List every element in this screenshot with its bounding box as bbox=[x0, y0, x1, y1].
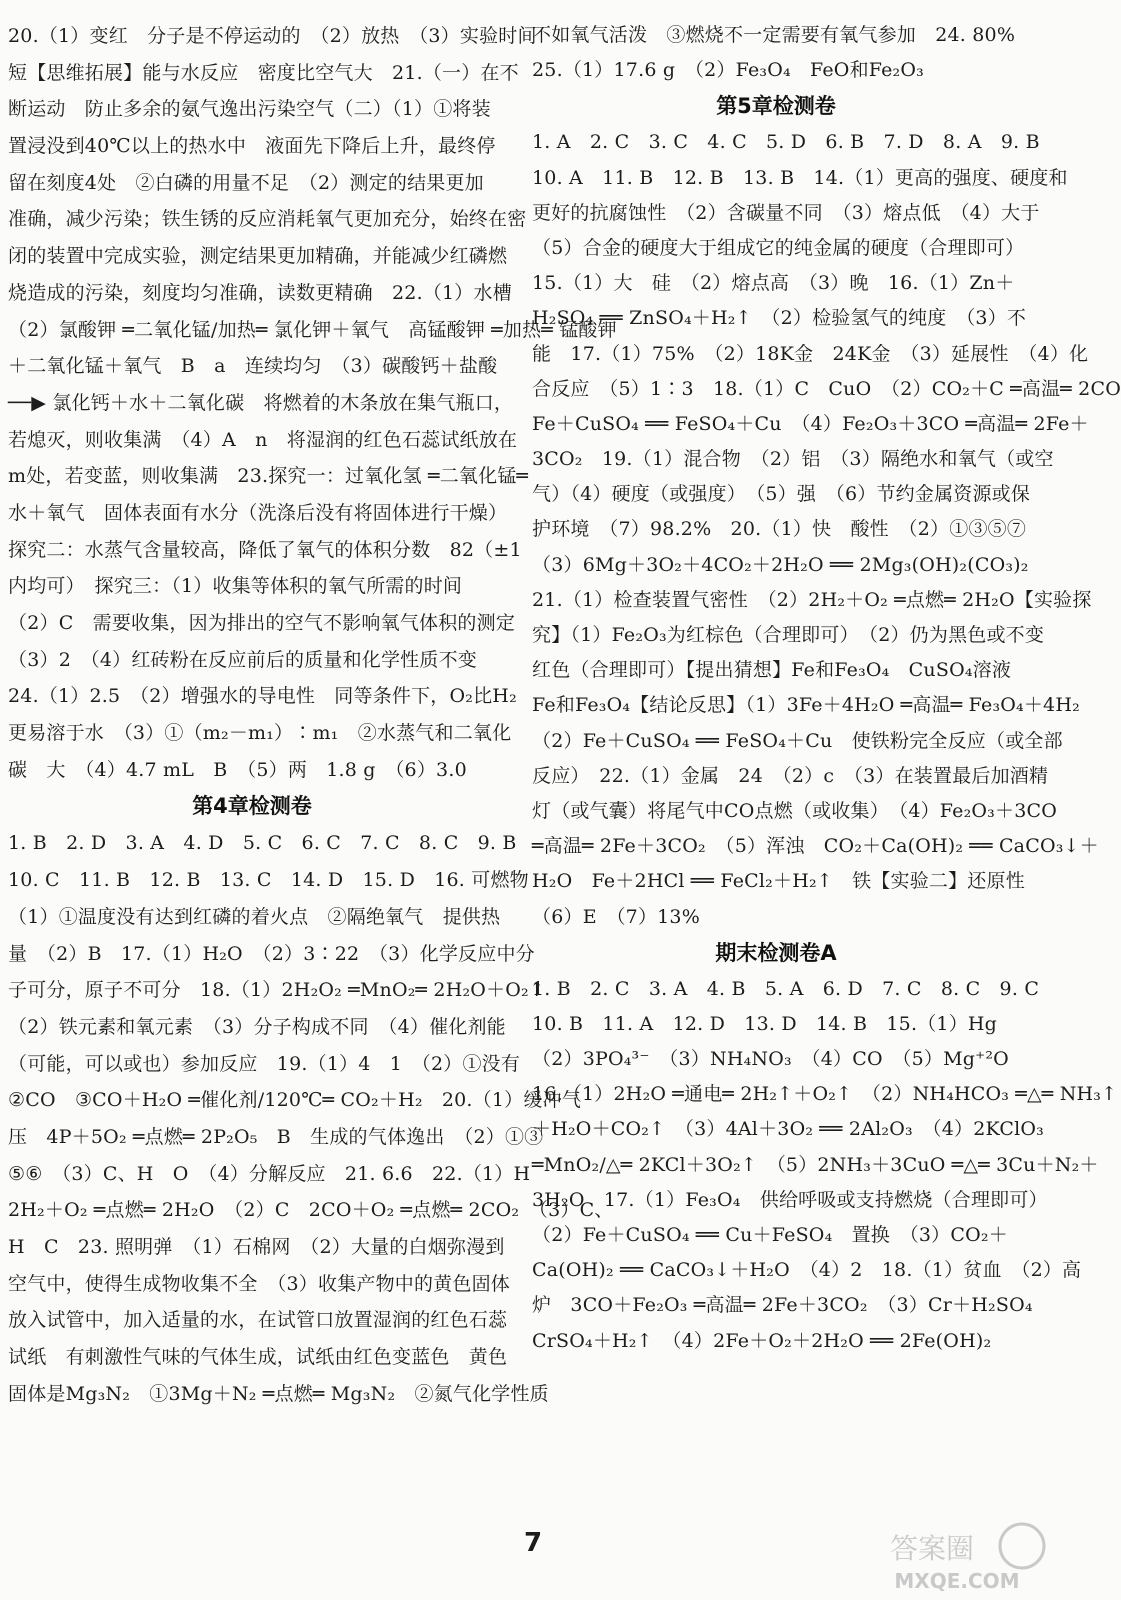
answer-line: Fe＋CuSO₄ ══ FeSO₄＋Cu （4）Fe₂O₃＋3CO ═高温═ 2Fe＋ bbox=[532, 412, 1089, 435]
answer-line: 不如氧气活泼 ③燃烧不一定需要有氧气参加 24. 80% bbox=[532, 24, 1016, 46]
watermark-bottom-text: MXQE.COM bbox=[894, 1569, 1020, 1593]
section-heading-final-exam-a: 期末检测卷A bbox=[715, 940, 837, 965]
answer-line: 灯（或气囊）将尾气中CO点燃（或收集） （4）Fe₂O₃＋3CO bbox=[532, 799, 1058, 822]
answer-line: 红色（合理即可）【提出猜想】Fe和Fe₃O₄ CuSO₄溶液 bbox=[532, 659, 1012, 682]
answer-line: m处，若变蓝，则收集满 23.探究一：过氧化氢 ═二氧化锰═ bbox=[8, 465, 529, 488]
answer-line: 烧造成的污染，刻度均匀准确，读数更精确 22.（1）水槽 bbox=[8, 281, 512, 304]
answer-line: Fe和Fe₃O₄【结论反思】（1）3Fe＋4H₂O ═高温═ Fe₃O₄＋4H₂ bbox=[532, 694, 1080, 717]
answer-line: 10. A 11. B 12. B 13. B 14.（1）更高的强度、硬度和 bbox=[532, 166, 1068, 189]
answer-line: 断运动 防止多余的氨气逸出污染空气（二）（1）①将装 bbox=[8, 98, 491, 121]
answer-line: （3）2 （4）红砖粉在反应前后的质量和化学性质不变 bbox=[8, 648, 477, 671]
answer-line: （2）Fe＋CuSO₄ ══ Cu＋FeSO₄ 置换 （3）CO₂＋ bbox=[532, 1224, 1008, 1246]
page-number: 7 bbox=[523, 1528, 543, 1558]
answer-line: （2）铁元素和氧元素 （3）分子构成不同 （4）催化剂能 bbox=[8, 1015, 506, 1038]
answer-line: 21.（1）检查装置气密性 （2）2H₂＋O₂ ═点燃═ 2H₂O【实验探 bbox=[532, 588, 1092, 611]
answer-line: 闭的装置中完成实验，测定结果更加精确，并能减少红磷燃 bbox=[8, 245, 508, 268]
right-answers-continued bbox=[532, 18, 1020, 88]
answer-line: 固体是Mg₃N₂ ①3Mg＋N₂ ═点燃═ Mg₃N₂ ②氮气化学性质 bbox=[8, 1382, 549, 1405]
answer-line: 1. B 2. C 3. A 4. B 5. A 6. D 7. C 8. C 9. C bbox=[532, 977, 1040, 1000]
answer-line: 2H₂＋O₂ ═点燃═ 2H₂O （2）C 2CO＋O₂ ═点燃═ 2CO₂ （3）C、 bbox=[8, 1199, 614, 1222]
answer-line: 探究二：水蒸气含量较高，降低了氧气的体积分数 82（±1 bbox=[8, 538, 522, 561]
answer-line: ═MnO₂/△═ 2KCl＋3O₂↑ （5）2NH₃＋3CuO ═△═ 3Cu＋N₂＋ bbox=[532, 1153, 1099, 1176]
left-answers-chapter3 bbox=[8, 18, 617, 788]
section-heading-chapter5: 第5章检测卷 bbox=[716, 94, 836, 119]
answer-line: 空气中，使得生成物收集不全 （3）收集产物中的黄色固体 bbox=[8, 1272, 510, 1295]
answer-line: 反应） 22.（1）金属 24 （2）c （3）在装置最后加酒精 bbox=[532, 764, 1049, 787]
answer-line: 气）（4）硬度（或强度） （5）强 （6）节约金属资源或保 bbox=[532, 483, 1031, 506]
right-column bbox=[532, 18, 1121, 1359]
answer-line: 究】（1）Fe₂O₃为红棕色（合理即可） （2）仍为黑色或不变 bbox=[532, 624, 1045, 646]
answer-line: ＋H₂O＋CO₂↑ （3）4Al＋3O₂ ══ 2Al₂O₃ （4）2KClO₃ bbox=[532, 1118, 1044, 1141]
answer-line: 25.（1）17.6 g （2）Fe₃O₄ FeO和Fe₂O₃ bbox=[532, 59, 924, 82]
answer-line: 3CO₂ 19.（1）混合物 （2）铝 （3）隔绝水和氧气（或空 bbox=[532, 448, 1054, 471]
answer-line: （3）6Mg＋3O₂＋4CO₂＋2H₂O ══ 2Mg₃(OH)₂(CO₃)₂ bbox=[532, 553, 1029, 576]
watermark-logo bbox=[862, 1518, 1052, 1594]
answer-line: 合反应 （5）1∶3 18.（1）C CuO （2）CO₂＋C ═高温═ 2CO bbox=[532, 377, 1121, 400]
answer-line: 10. C 11. B 12. B 13. C 14. D 15. D 16. 可燃物 bbox=[8, 869, 529, 892]
answer-line: （6）E （7）13% bbox=[532, 905, 700, 928]
answer-line: 护环境 （7）98.2% 20.（1）快 酸性 （2）①③⑤⑦ bbox=[532, 518, 1027, 541]
answer-line: 子可分，原子不可分 18.（1）2H₂O₂ ═MnO₂═ 2H₂O＋O₂↑ bbox=[8, 979, 545, 1002]
answer-line: （2）C 需要收集，因为排出的空气不影响氧气体积的测定 bbox=[8, 612, 516, 634]
answer-line: ＋二氧化锰＋氧气 B a 连续均匀 （3）碳酸钙＋盐酸 bbox=[8, 355, 498, 378]
answer-line: （2）Fe＋CuSO₄ ══ FeSO₄＋Cu 使铁粉完全反应（或全部 bbox=[532, 729, 1063, 752]
answer-line: 量 （2）B 17.（1）H₂O （2）3∶22 （3）化学反应中分 bbox=[8, 942, 535, 965]
watermark-logo-icon bbox=[862, 1518, 1052, 1594]
answer-line: （2）3PO₄³⁻ （3）NH₄NO₃ （4）CO （5）Mg⁺²O bbox=[532, 1048, 1009, 1071]
answer-line: 16.（1）2H₂O ═通电═ 2H₂↑＋O₂↑ （2）NH₄HCO₃ ═△═ NH₃↑ bbox=[532, 1083, 1118, 1106]
answer-line: H₂SO₄ ══ ZnSO₄＋H₂↑ （2）检验氢气的纯度 （3）不 bbox=[532, 307, 1027, 330]
answer-line: 1. B 2. D 3. A 4. D 5. C 6. C 7. C 8. C 9. B bbox=[8, 832, 517, 855]
answer-line: 20.（1）变红 分子是不停运动的 （2）放热 （3）实验时间 bbox=[8, 25, 537, 47]
answer-line: 置浸没到40℃以上的热水中 液面先下降后上升，最终停 bbox=[8, 135, 496, 158]
left-answers-chapter4 bbox=[8, 825, 614, 1412]
answer-line: （5）合金的硬度大于组成它的纯金属的硬度（合理即可） bbox=[532, 236, 1025, 259]
answer-line: （2）氯酸钾 ═二氧化锰/加热═ 氯化钾＋氧气 高锰酸钾 ═加热═ 锰酸钾 bbox=[8, 318, 617, 341]
answer-line: 放入试管中，加入适量的水，在试管口放置湿润的红色石蕊 bbox=[8, 1309, 508, 1332]
answer-line: 15.（1）大 硅 （2）熔点高 （3）晚 16.（1）Zn＋ bbox=[532, 272, 1015, 295]
answer-line: ──▶ 氯化钙＋水＋二氧化碳 将燃着的木条放在集气瓶口， bbox=[8, 391, 514, 414]
answer-line: 内均可） 探究三：（1）收集等体积的氧气所需的时间 bbox=[8, 575, 463, 598]
answer-line: Ca(OH)₂ ══ CaCO₃↓＋H₂O （4）2 18.（1）贫血 （2）高 bbox=[532, 1259, 1082, 1282]
section-heading-chapter4: 第4章检测卷 bbox=[192, 794, 312, 819]
answer-line: 碳 大 （4）4.7 mL B （5）两 1.8 g （6）3.0 bbox=[8, 758, 467, 781]
answer-line: 准确，减少污染；铁生锈的反应消耗氧气更加充分，始终在密 bbox=[8, 208, 527, 231]
answer-line: 若熄灭，则收集满 （4）A n 将湿润的红色石蕊试纸放在 bbox=[8, 428, 518, 451]
answer-line: 留在刻度4处 ②白磷的用量不足 （2）测定的结果更加 bbox=[8, 171, 484, 194]
answer-line: ═高温═ 2Fe＋3CO₂ （5）浑浊 CO₂＋Ca(OH)₂ ══ CaCO₃↓＋ bbox=[532, 835, 1099, 858]
answer-line: 能 17.（1）75% （2）18K金 24K金 （3）延展性 （4）化 bbox=[532, 342, 1089, 365]
answer-line: 压 4P＋5O₂ ═点燃═ 2P₂O₅ B 生成的气体逸出 （2）①③ bbox=[8, 1125, 544, 1148]
answer-line: 3H₂O 17.（1）Fe₃O₄ 供给呼吸或支持燃烧（合理即可） bbox=[532, 1188, 1048, 1211]
watermark-top-text: 答案圈 bbox=[889, 1532, 975, 1565]
answer-line: ②CO ③CO＋H₂O ═催化剂/120℃═ CO₂＋H₂ 20.（1）缓冲气 bbox=[8, 1089, 581, 1112]
answer-line: ⑤⑥ （3）C、H O （4）分解反应 21. 6.6 22.（1）H bbox=[8, 1162, 531, 1185]
answer-line: 24.（1）2.5 （2）增强水的导电性 同等条件下，O₂比H₂ bbox=[8, 685, 517, 708]
answer-line: 更易溶于水 （3）①（m₂－m₁）∶m₁ ②水蒸气和二氧化 bbox=[8, 722, 512, 745]
answer-line: 水＋氧气 固体表面有水分（洗涤后没有将固体进行干燥） bbox=[8, 501, 508, 524]
answer-line: H C 23. 照明弹 （1）石棉网 （2）大量的白烟弥漫到 bbox=[8, 1236, 505, 1258]
right-answers-chapter5 bbox=[532, 125, 1121, 934]
answer-line: 短【思维拓展】能与水反应 密度比空气大 21.（一）在不 bbox=[8, 61, 519, 84]
right-answers-final-exam-a bbox=[532, 972, 1118, 1359]
answer-line: 炉 3CO＋Fe₂O₃ ═高温═ 2Fe＋3CO₂ （3）Cr＋H₂SO₄ bbox=[532, 1294, 1033, 1317]
answer-line: （1）①温度没有达到红磷的着火点 ②隔绝氧气 提供热 bbox=[8, 905, 501, 928]
answer-line: 1. A 2. C 3. C 4. C 5. D 6. B 7. D 8. A 9. B bbox=[532, 131, 1040, 154]
answer-line: H₂O Fe＋2HCl ══ FeCl₂＋H₂↑ 铁【实验二】还原性 bbox=[532, 870, 1025, 893]
answer-line: （可能，可以或也）参加反应 19.（1）4 1 （2）①没有 bbox=[8, 1052, 521, 1075]
answer-line: 10. B 11. A 12. D 13. D 14. B 15.（1）Hg bbox=[532, 1012, 998, 1035]
answer-line: CrSO₄＋H₂↑ （4）2Fe＋O₂＋2H₂O ══ 2Fe(OH)₂ bbox=[532, 1329, 992, 1352]
answer-line: 试纸 有刺激性气味的气体生成，试纸由红色变蓝色 黄色 bbox=[8, 1346, 508, 1369]
answer-line: 更好的抗腐蚀性 （2）含碳量不同 （3）熔点低 （4）大于 bbox=[532, 201, 1040, 224]
